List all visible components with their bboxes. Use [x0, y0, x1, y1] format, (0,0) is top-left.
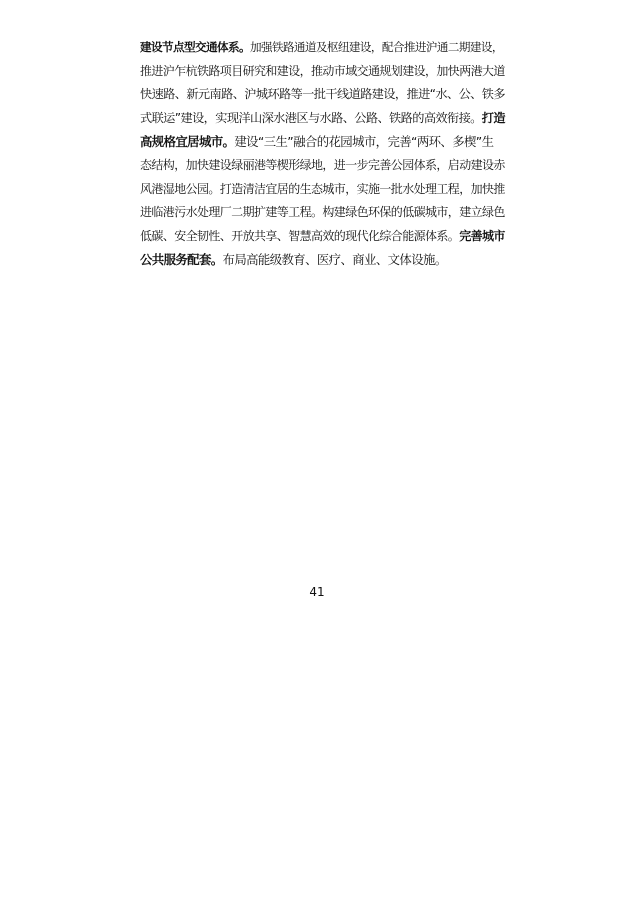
text-segment: 布局高能级教育、医疗、商业、文体设施。: [222, 252, 447, 268]
text-segment: 进临港污水处理厂二期扩建等工程。构建绿色环保的低碳城市，建立绿色: [140, 205, 505, 220]
text-line: [140, 201, 506, 225]
text-segment: 公共服务配套。: [140, 252, 223, 268]
text-segment: 高规格宜居城市。: [140, 134, 235, 150]
text-line: [140, 36, 506, 60]
text-line: [140, 130, 506, 154]
text-line: [140, 248, 506, 272]
text-line: [140, 178, 506, 202]
text-segment: 建设“三生”融合的花园城市，完善“两环、多楔”生: [234, 134, 494, 150]
text-line: [140, 60, 506, 84]
text-segment: 推进沪乍杭铁路项目研究和建设，推动市域交通规划建设，加快两港大道: [140, 63, 505, 78]
text-segment: 式联运”建设，实现洋山深水港区与水路、公路、铁路的高效衔接。: [140, 110, 482, 125]
text-line: [140, 107, 506, 131]
text-segment: 建设节点型交通体系。: [140, 40, 250, 54]
text-segment: 快速路、新元南路、沪城环路等一批干线道路建设，推进“水、公、铁多: [140, 87, 505, 102]
text-line: [140, 83, 506, 107]
page-number: 41: [309, 585, 325, 599]
text-segment: 加强铁路通道及枢纽建设，配合推进沪通二期建设，: [249, 40, 503, 54]
text-segment: 打造: [481, 110, 505, 125]
text-segment: 完善城市: [459, 228, 505, 243]
text-segment: 态结构，加快建设绿丽港等楔形绿地，进一步完善公园体系，启动建设赤: [140, 157, 505, 172]
text-segment: 低碳、安全韧性、开放共享、智慧高效的现代化综合能源体系。: [140, 228, 460, 243]
text-segment: 风港湿地公园。打造清洁宜居的生态城市，实施一批水处理工程，加快推: [140, 181, 505, 196]
text-line: [140, 225, 506, 249]
body-text: [140, 36, 506, 272]
text-line: [140, 154, 506, 178]
